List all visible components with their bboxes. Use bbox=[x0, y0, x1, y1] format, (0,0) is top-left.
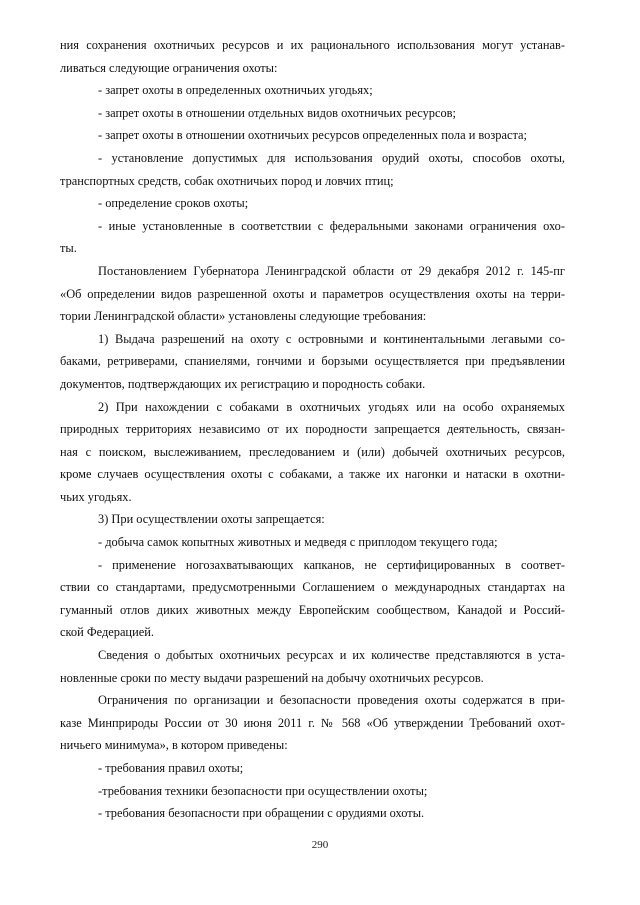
text-line: - иные установленные в соответствии с федеральными законами ограничения охо- bbox=[98, 218, 565, 233]
text-line: 2) При нахождении с собаками в охотничьих угодьях или на особо охраняемых bbox=[98, 399, 565, 414]
text-line: - запрет охоты в отношении отдельных видов охотничьих ресурсов; bbox=[98, 105, 456, 120]
text-line: природных территориях независимо от их породности запрещается деятельность, связан- bbox=[60, 422, 565, 437]
text-line: чьих угодьях. bbox=[60, 489, 132, 504]
text-line: баками, ретриверами, спаниелями, гончими и борзыми осуществляется при предъявлении bbox=[60, 354, 565, 369]
document-body bbox=[60, 34, 565, 825]
text-line: - запрет охоты в определенных охотничьих угодьях; bbox=[98, 83, 373, 98]
text-line: ния сохранения охотничьих ресурсов и их рационального использования могут устанав- bbox=[60, 38, 565, 52]
text-line: -требования техники безопасности при осуществлении охоты; bbox=[98, 783, 428, 798]
text-line: ствии со стандартами, предусмотренными Соглашением о международных стандартах на bbox=[60, 580, 565, 595]
text-line: - определение сроков охоты; bbox=[98, 196, 249, 211]
text-line: - установление допустимых для использования орудий охоты, способов охоты, bbox=[98, 150, 565, 165]
text-line: - требования безопасности при обращении с орудиями охоты. bbox=[98, 806, 425, 821]
text-line: ты. bbox=[60, 241, 77, 256]
text-line: документов, подтверждающих их регистрацию и породность собаки. bbox=[60, 376, 426, 391]
text-line: ная с поиском, выслеживанием, преследованием и (или) добычей охотничьих ресурсов, bbox=[60, 444, 565, 459]
text-line: ской Федерацией. bbox=[60, 625, 154, 640]
text-line: гуманный отлов диких животных между Европейским сообществом, Канадой и Россий- bbox=[60, 602, 565, 617]
text-line: Сведения о добытых охотничьих ресурсах и их количестве представляются в уста- bbox=[98, 648, 565, 663]
text-line: 3) При осуществлении охоты запрещается: bbox=[98, 512, 325, 527]
text-line: Постановлением Губернатора Ленинградской области от 29 декабря 2012 г. 145-пг bbox=[98, 263, 565, 278]
text-line: 1) Выдача разрешений на охоту с островными и континентальными легавыми со- bbox=[98, 331, 565, 346]
text-line: «Об определении видов разрешенной охоты и параметров осуществления охоты на терри- bbox=[60, 286, 565, 301]
text-line: казе Минприроды России от 30 июня 2011 г. № 568 «Об утверждении Требований охот- bbox=[60, 715, 565, 730]
text-line: - запрет охоты в отношении охотничьих ресурсов определенных пола и возраста; bbox=[98, 128, 527, 143]
text-line: - требования правил охоты; bbox=[98, 761, 244, 775]
text-line: - применение ногозахватывающих капканов, не сертифицированных в соответ- bbox=[98, 557, 565, 572]
text-line: Ограничения по организации и безопасности проведения охоты содержатся в при- bbox=[98, 693, 565, 708]
text-line: - добыча самок копытных животных и медведя с приплодом текущего года; bbox=[98, 535, 498, 550]
text-line: ливаться следующие ограничения охоты: bbox=[60, 60, 278, 75]
text-line: новленные сроки по месту выдачи разрешений на добычу охотничьих ресурсов. bbox=[60, 670, 484, 685]
page-number: 290 bbox=[311, 839, 329, 851]
text-line: кроме случаев осуществления охоты с собаками, а также их нагонки и натаски в охотни- bbox=[60, 467, 565, 482]
text-line: транспортных средств, собак охотничьих пород и ловчих птиц; bbox=[60, 173, 394, 188]
text-line: ничьего минимума», в котором приведены: bbox=[60, 738, 288, 753]
text-line: тории Ленинградской области» установлены следующие требования: bbox=[60, 309, 427, 324]
